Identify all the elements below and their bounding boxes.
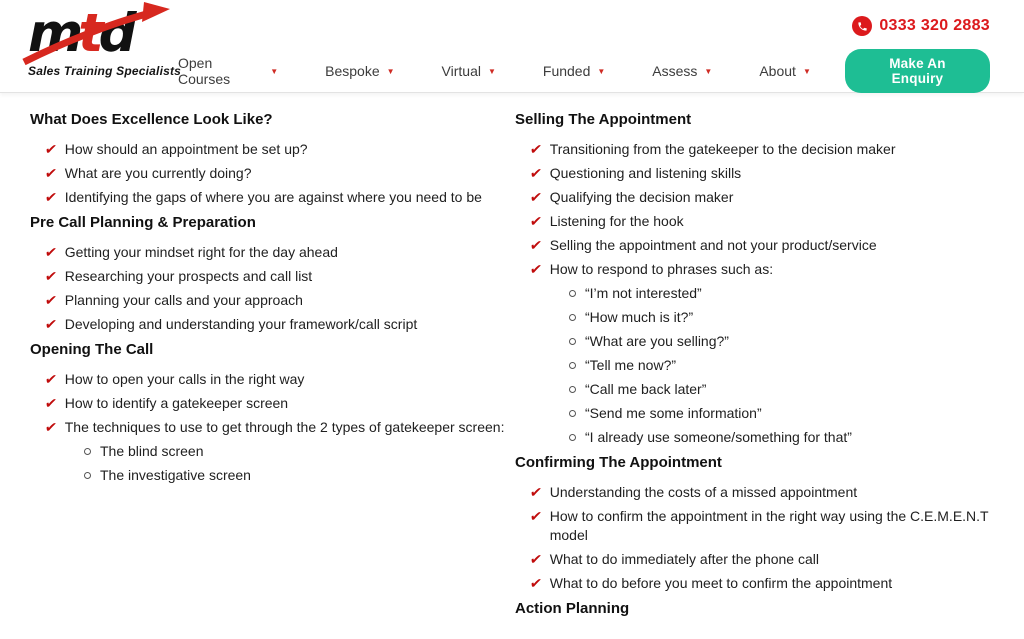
- list-item: [515, 164, 1004, 183]
- list-item-text: Researching your prospects and call list: [64, 268, 313, 284]
- chevron-down-icon: ▼: [597, 67, 606, 76]
- list-item-text: Planning your calls and your approach: [64, 292, 303, 308]
- list-item: [515, 260, 1004, 279]
- chevron-down-icon: ▼: [386, 67, 395, 76]
- check-icon: ✔: [528, 261, 543, 277]
- check-icon: ✔: [43, 189, 58, 205]
- sub-list-item: [30, 466, 507, 485]
- list-item: [515, 212, 1004, 231]
- nav-item-label: Assess: [652, 63, 698, 79]
- list-item: [515, 188, 1004, 207]
- list-item: [30, 418, 507, 437]
- section-heading: Pre Call Planning & Preparation: [30, 214, 256, 231]
- check-icon: ✔: [528, 575, 543, 591]
- sub-list-item: [515, 308, 1004, 327]
- chevron-down-icon: ▼: [704, 67, 713, 76]
- logo-wordmark: [28, 3, 178, 64]
- list-item-text: How to confirm the appointment in the right way using the C.E.M.E.N.T model: [549, 508, 989, 543]
- phone-icon: [852, 16, 872, 36]
- circle-bullet-icon: [569, 410, 576, 417]
- list-item: [30, 394, 507, 413]
- nav-item-label: Virtual: [441, 63, 481, 79]
- logo-tagline: Sales Training Specialists: [28, 64, 182, 78]
- check-icon: ✔: [43, 316, 58, 332]
- nav-item-label: Open Courses: [178, 55, 231, 87]
- list-item-text: How to open your calls in the right way: [64, 371, 305, 387]
- section-heading: Action Planning: [515, 600, 630, 617]
- nav-item-label: Funded: [542, 63, 591, 79]
- list-item-text: Getting your mindset right for the day ahead: [64, 244, 338, 260]
- list-item: [30, 188, 507, 207]
- section-heading: Confirming The Appointment: [515, 454, 722, 471]
- check-icon: ✔: [528, 508, 543, 524]
- nav-item-funded[interactable]: [543, 63, 605, 79]
- check-icon: ✔: [43, 165, 58, 181]
- check-icon: ✔: [43, 292, 58, 308]
- sub-list-item: [30, 442, 507, 461]
- circle-bullet-icon: [84, 448, 91, 455]
- check-icon: ✔: [528, 165, 543, 181]
- list-item: [515, 236, 1004, 255]
- chevron-down-icon: ▼: [487, 67, 496, 76]
- check-icon: ✔: [528, 237, 543, 253]
- nav-item-about[interactable]: [759, 63, 811, 79]
- outline-column-left: [30, 110, 507, 629]
- list-item-text: What to do immediately after the phone call: [549, 551, 819, 567]
- check-icon: ✔: [528, 189, 543, 205]
- make-an-enquiry-button[interactable]: Make An Enquiry: [845, 49, 990, 93]
- nav-item-bespoke[interactable]: [325, 63, 394, 79]
- list-item-text: What to do before you meet to confirm the appointment: [549, 575, 893, 591]
- logo-letter-m: m: [28, 3, 79, 64]
- list-item-text: Listening for the hook: [549, 213, 684, 229]
- circle-bullet-icon: [569, 386, 576, 393]
- list-item-text: How to respond to phrases such as:: [549, 261, 774, 277]
- list-item-text: Questioning and listening skills: [549, 165, 742, 181]
- check-icon: ✔: [43, 141, 58, 157]
- list-item-text: Understanding the costs of a missed appointment: [549, 484, 858, 500]
- circle-bullet-icon: [84, 472, 91, 479]
- check-icon: ✔: [528, 551, 543, 567]
- list-item: [515, 507, 1004, 545]
- sub-list-item: [515, 380, 1004, 399]
- list-item: [515, 140, 1004, 159]
- circle-bullet-icon: [569, 434, 576, 441]
- sub-list-item-text: “Send me some information”: [585, 405, 762, 421]
- mtd-logo[interactable]: [28, 3, 182, 78]
- sub-list-item: [515, 428, 1004, 447]
- sub-list-item: [515, 356, 1004, 375]
- list-item: [515, 574, 1004, 593]
- sub-list-item-text: “Tell me now?”: [585, 357, 677, 373]
- course-outline: [0, 93, 1024, 629]
- outline-column-right: [515, 110, 1004, 629]
- list-item-text: The techniques to use to get through the 2 types of gatekeeper screen:: [64, 419, 505, 435]
- logo-letter-t: t: [78, 3, 99, 64]
- list-item: [30, 291, 507, 310]
- section-heading: What Does Excellence Look Like?: [30, 111, 273, 128]
- check-icon: ✔: [528, 484, 543, 500]
- list-item: [30, 267, 507, 286]
- nav-row: [178, 49, 990, 93]
- logo-letter-d: d: [98, 3, 132, 64]
- phone-link[interactable]: [852, 16, 990, 36]
- sub-list-item-text: “What are you selling?”: [585, 333, 729, 349]
- list-item-text: How to identify a gatekeeper screen: [64, 395, 289, 411]
- list-item-text: Selling the appointment and not your product/service: [549, 237, 877, 253]
- nav-item-assess[interactable]: [652, 63, 712, 79]
- sub-list-item-text: “How much is it?”: [585, 309, 694, 325]
- list-item-text: What are you currently doing?: [64, 165, 252, 181]
- section-heading: Selling The Appointment: [515, 111, 692, 128]
- sub-list-item-text: The blind screen: [100, 443, 204, 459]
- list-item-text: Transitioning from the gatekeeper to the decision maker: [549, 141, 896, 157]
- check-icon: ✔: [43, 395, 58, 411]
- list-item: [515, 550, 1004, 569]
- sub-list-item-text: The investigative screen: [100, 467, 251, 483]
- list-item: [30, 370, 507, 389]
- circle-bullet-icon: [569, 314, 576, 321]
- chevron-down-icon: ▼: [270, 67, 279, 76]
- chevron-down-icon: ▼: [802, 67, 811, 76]
- list-item: [30, 315, 507, 334]
- list-item-text: Qualifying the decision maker: [549, 189, 734, 205]
- list-item: [30, 243, 507, 262]
- sub-list-item-text: “I’m not interested”: [585, 285, 702, 301]
- circle-bullet-icon: [569, 290, 576, 297]
- section-heading: Opening The Call: [30, 341, 154, 358]
- sub-list-item: [515, 284, 1004, 303]
- check-icon: ✔: [43, 244, 58, 260]
- nav-item-open-courses[interactable]: [178, 55, 278, 87]
- check-icon: ✔: [43, 268, 58, 284]
- header-right: [178, 0, 990, 93]
- main-nav: [178, 55, 811, 87]
- list-item: [515, 483, 1004, 502]
- sub-list-item-text: “Call me back later”: [585, 381, 707, 397]
- sub-list-item-text: “I already use someone/something for that”: [585, 429, 852, 445]
- check-icon: ✔: [528, 141, 543, 157]
- check-icon: ✔: [528, 213, 543, 229]
- list-item: [30, 164, 507, 183]
- check-icon: ✔: [43, 419, 58, 435]
- list-item-text: How should an appointment be set up?: [64, 141, 308, 157]
- nav-item-label: About: [759, 63, 796, 79]
- list-item-text: Identifying the gaps of where you are against where you need to be: [64, 189, 482, 205]
- phone-number: 0333 320 2883: [879, 17, 990, 34]
- nav-item-label: Bespoke: [325, 63, 380, 79]
- circle-bullet-icon: [569, 338, 576, 345]
- circle-bullet-icon: [569, 362, 576, 369]
- check-icon: ✔: [43, 371, 58, 387]
- sub-list-item: [515, 332, 1004, 351]
- site-header: [0, 0, 1024, 93]
- list-item-text: Developing and understanding your framework/call script: [64, 316, 418, 332]
- list-item: [30, 140, 507, 159]
- nav-item-virtual[interactable]: [442, 63, 496, 79]
- sub-list-item: [515, 404, 1004, 423]
